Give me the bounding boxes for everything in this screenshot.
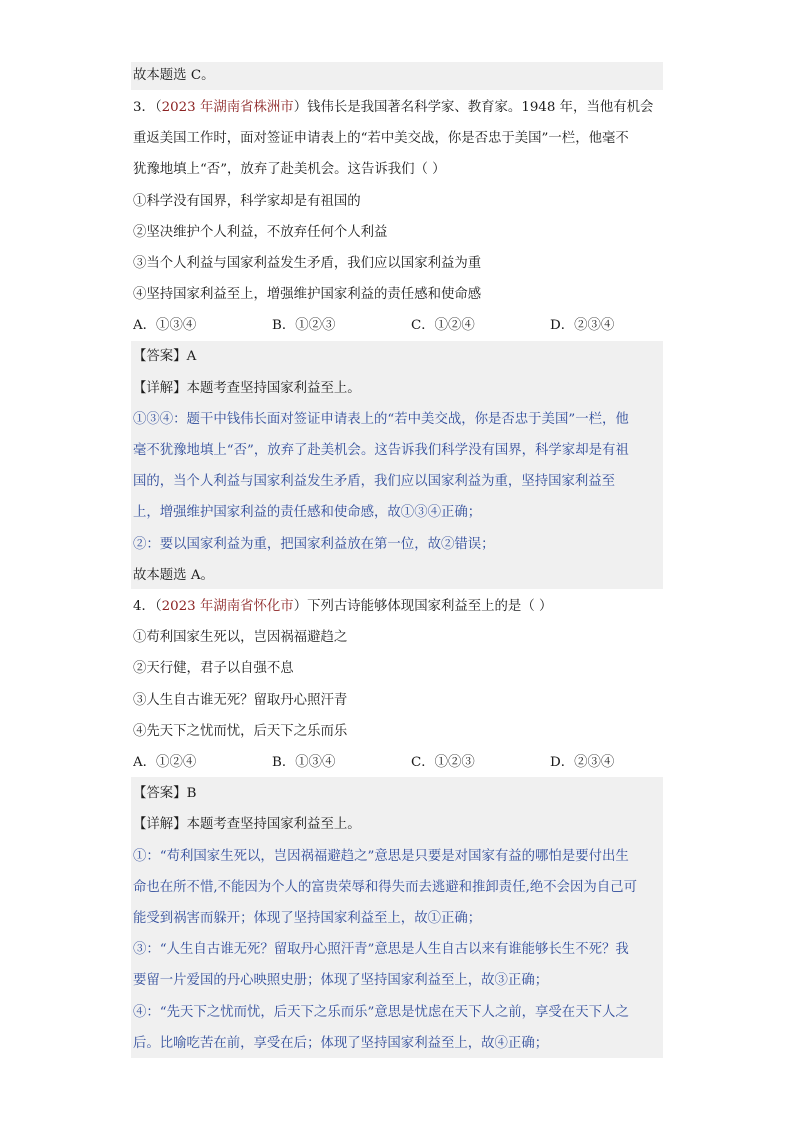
q3-options xyxy=(133,316,663,336)
q4-explanation-line: 能受到祸害而躲开；体现了坚持国家利益至上，故①正确； xyxy=(133,911,482,926)
q3-stem-line: 犹豫地填上“否”，放弃了赴美机会。这告诉我们（ ） xyxy=(133,162,446,177)
q3-statement: ②坚决维护个人利益，不放弃任何个人利益 xyxy=(133,225,388,240)
q4-option-d: D．②③④ xyxy=(550,755,615,770)
q3-statement: ③当个人利益与国家利益发生矛盾，我们应以国家利益为重 xyxy=(133,256,482,271)
q4-explanation-line: 命也在所不惜,不能因为个人的富贵荣辱和得失而去逃避和推卸责任,绝不会因为自己可 xyxy=(133,880,637,895)
q4-explanation-line: ④：“先天下之忧而忧，后天下之乐而乐”意思是忧虑在天下人之前，享受在天下人之 xyxy=(133,1005,629,1020)
detail-label: 【详解】 xyxy=(133,381,187,396)
q4-options xyxy=(133,753,663,773)
q4-option-b: B．①③④ xyxy=(272,755,336,770)
q3-statement: ④坚持国家利益至上，增强维护国家利益的责任感和使命感 xyxy=(133,287,482,302)
q4-statement: ④先天下之忧而忧，后天下之乐而乐 xyxy=(133,724,348,739)
q3-statement: ①科学没有国界，科学家却是有祖国的 xyxy=(133,194,361,209)
q3-stem-text: ）钱伟长是我国著名科学家、教育家。1948 年，当他有机会 xyxy=(293,100,654,115)
answer-value: A xyxy=(186,349,197,364)
q3-explanation-line: 毫不犹豫地填上“否”，放弃了赴美机会。这告诉我们科学没有国界，科学家却是有祖 xyxy=(133,443,629,458)
q3-option-c: C．①②④ xyxy=(411,318,475,333)
detail-text: 本题考查坚持国家利益至上。 xyxy=(186,817,361,832)
q4-explanation-line: 后。比喻吃苦在前，享受在后；体现了坚持国家利益至上，故④正确； xyxy=(133,1036,549,1051)
detail-text: 本题考查坚持国家利益至上。 xyxy=(186,381,361,396)
q3-source: 2023 年湖南省株洲市 xyxy=(161,100,294,115)
q4-statement: ③人生自古谁无死？留取丹心照汗青 xyxy=(133,693,348,708)
q4-option-c: C．①②③ xyxy=(411,755,475,770)
q4-statement: ①苟利国家生死以，岂因祸福避趋之 xyxy=(133,630,348,645)
answer-value: B xyxy=(186,786,197,801)
q3-option-d: D．②③④ xyxy=(550,318,615,333)
q3-explanation-line: 国的，当个人利益与国家利益发生矛盾，我们应以国家利益为重，坚持国家利益至 xyxy=(133,474,616,489)
q3-explanation-line: ①③④：题干中钱伟长面对签证申请表上的“若中美交战，你是否忠于美国”一栏，他 xyxy=(133,412,629,427)
q3-detail xyxy=(133,379,663,399)
q4-option-a: A．①②④ xyxy=(133,755,197,770)
q3-number: 3．（ xyxy=(133,100,162,115)
answer-label: 【答案】 xyxy=(133,349,187,364)
q2-conclusion: 故本题选 C。 xyxy=(133,68,215,83)
q3-stem-line: 重返美国工作时，面对签证申请表上的“若中美交战，你是否忠于美国”一栏，他毫不 xyxy=(133,131,629,146)
q4-answer xyxy=(133,784,663,804)
q4-number: 4．（ xyxy=(133,599,162,614)
q4-detail xyxy=(133,815,663,835)
q3-option-a: A．①③④ xyxy=(133,318,197,333)
q4-source: 2023 年湖南省怀化市 xyxy=(161,599,294,614)
q3-answer xyxy=(133,347,663,367)
q3-option-b: B．①②③ xyxy=(272,318,336,333)
detail-label: 【详解】 xyxy=(133,817,187,832)
q4-explanation-line: ①：“苟利国家生死以，岂因祸福避趋之”意思是只要是对国家有益的哪怕是要付出生 xyxy=(133,849,629,864)
answer-label: 【答案】 xyxy=(133,786,187,801)
q4-statement: ②天行健，君子以自强不息 xyxy=(133,661,294,676)
q3-explanation-line: ②：要以国家利益为重，把国家利益放在第一位，故②错误； xyxy=(133,537,495,552)
q3-explanation-line: 上，增强维护国家利益的责任感和使命感，故①③④正确； xyxy=(133,505,482,520)
q3-conclusion: 故本题选 A。 xyxy=(133,568,214,583)
q4-stem-text: ）下列古诗能够体现国家利益至上的是（ ） xyxy=(293,599,553,614)
q4-explanation-line: ③：“人生自古谁无死？留取丹心照汗青”意思是人生自古以来有谁能够长生不死？我 xyxy=(133,942,629,957)
q3-stem-line xyxy=(133,98,663,118)
q4-explanation-line: 要留一片爱国的丹心映照史册；体现了坚持国家利益至上，故③正确； xyxy=(133,973,549,988)
q4-stem-line xyxy=(133,597,663,617)
